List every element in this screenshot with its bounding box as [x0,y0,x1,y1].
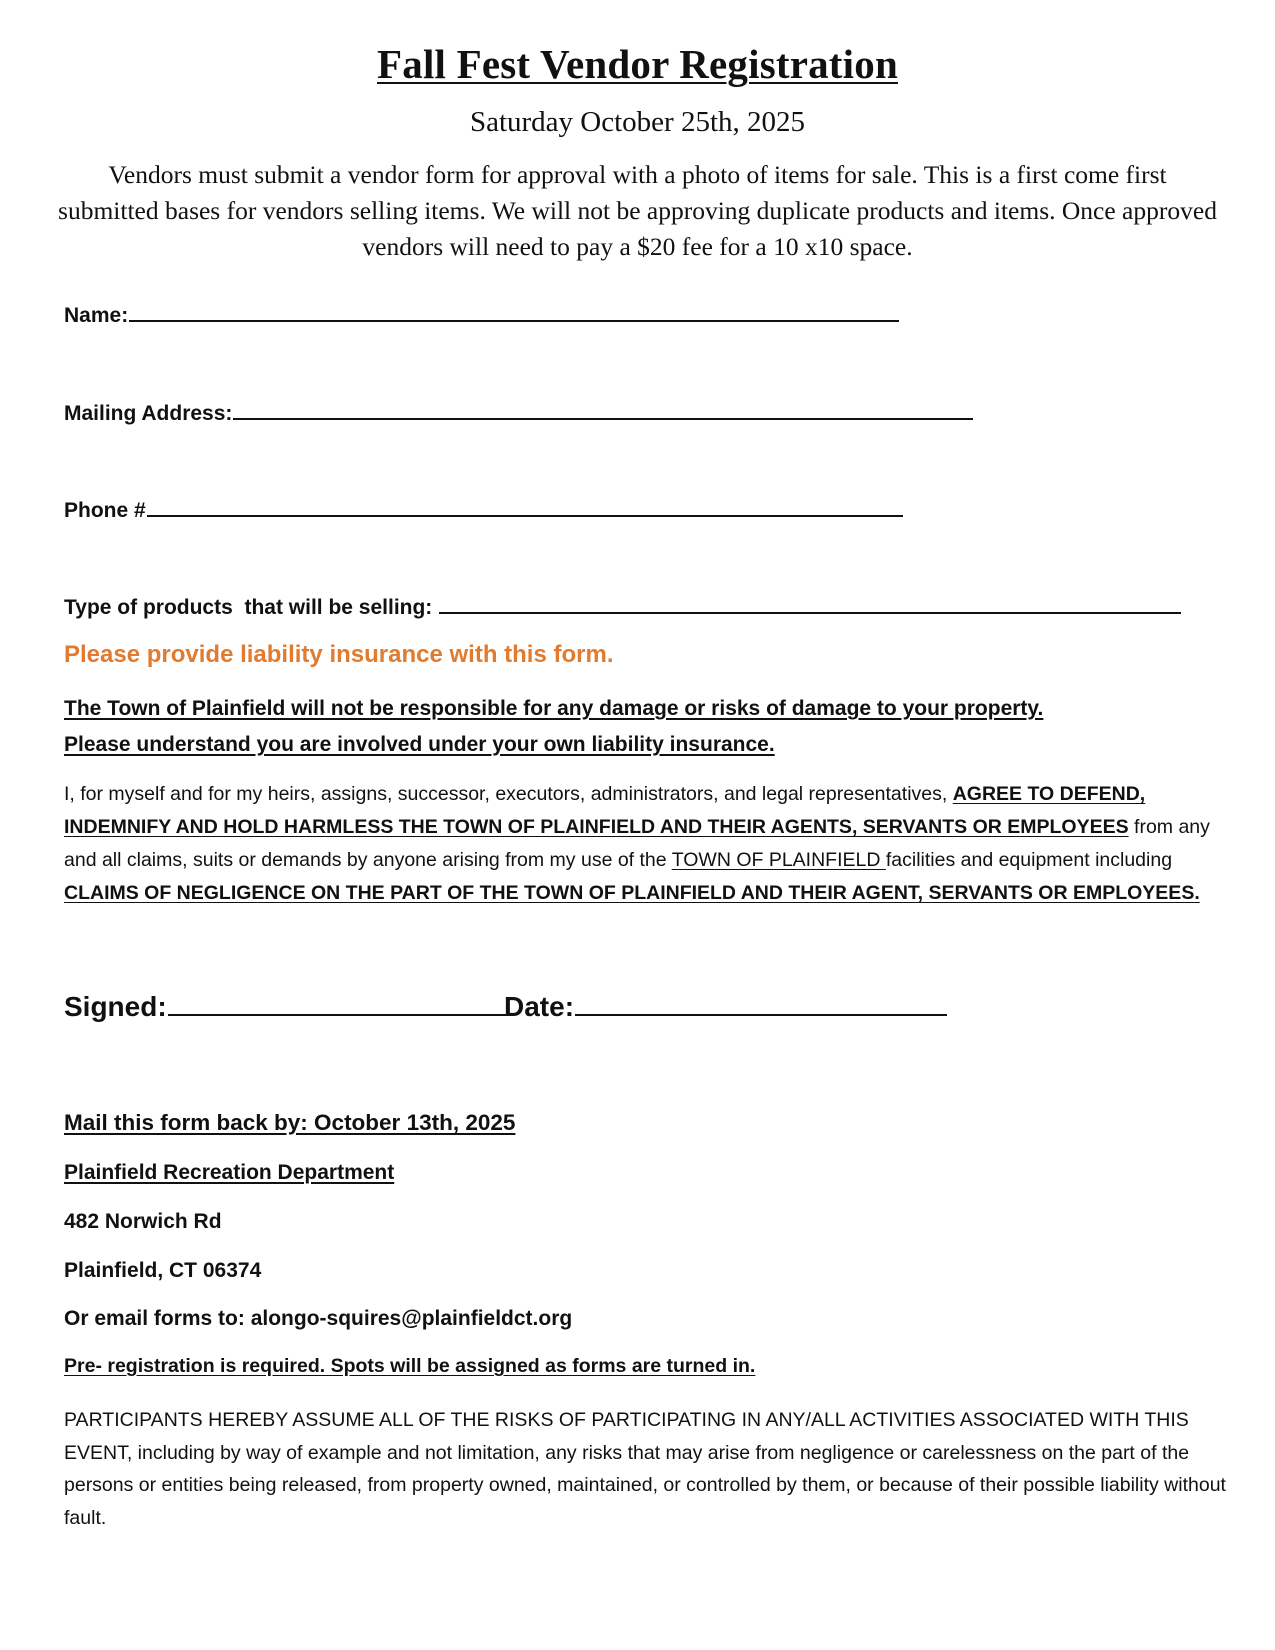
event-date: Saturday October 25th, 2025 [469,106,806,138]
date-field [504,990,947,1023]
insurance-note: Please provide liability insurance with this form. [64,641,614,668]
city-state-zip: Plainfield, CT 06374 [64,1259,262,1282]
form-title: Fall Fest Vendor Registration [377,41,898,87]
phone-input-line[interactable] [147,497,903,517]
waiver-text-3: facilities and equipment including [885,849,1173,871]
email-instructions: Or email forms to: alongo-squires@plainfieldct.org [64,1307,573,1330]
phone-field [64,497,903,523]
name-label: Name: [64,304,129,327]
liability-notice: Please understand you are involved under your own liability insurance. [64,733,775,756]
mailing-address-input-line[interactable] [233,400,973,420]
street-address: 482 Norwich Rd [64,1210,222,1233]
signed-label: Signed: [64,991,167,1022]
products-input-line[interactable] [439,594,1181,614]
signature-input-line[interactable] [168,990,508,1016]
waiver-claims-clause: CLAIMS OF NEGLIGENCE ON THE PART OF THE TOWN OF PLAINFIELD AND THEIR AGENT, SERVANTS OR EMPLOYEES. [64,882,1200,904]
mailing-address-label: Mailing Address: [64,402,233,425]
name-input-line[interactable] [129,302,899,322]
waiver-agree-clause: AGREE TO DEFEND, INDEMNIFY AND HOLD HARMLESS THE TOWN OF PLAINFIELD AND THEIR AGENTS, SERVANTS OR EMPLOYEES [64,783,1146,838]
waiver-paragraph [64,778,1244,910]
responsibility-notice: The Town of Plainfield will not be responsible for any damage or risks of damage to your property. [64,697,1044,720]
date-input-line[interactable] [575,990,947,1016]
products-field [64,594,1181,620]
department-name: Plainfield Recreation Department [64,1161,395,1184]
intro-paragraph: Vendors must submit a vendor form for approval with a photo of items for sale. This is a first come first submitted bases for vendors selling items. We will not be approving duplicate products and items. Once approved vendors will need to pay a $20 fee for a 10 x10 space. [58,160,1217,261]
waiver-text-2: from any and all claims, suits or demands by anyone arising from my use of the [64,816,1210,871]
phone-label: Phone # [64,499,146,522]
mailing-address-field [64,400,973,426]
signed-field [64,990,508,1023]
participants-disclaimer: PARTICIPANTS HEREBY ASSUME ALL OF THE RISKS OF PARTICIPATING IN ANY/ALL ACTIVITIES ASSOCIATED WITH THIS EVENT, including by way of example and not limitation, any risks that may arise from negligence or carelessness on the part of the persons or entities being released, from property owned, maintained, or controlled by them, or because of their possible liability without fault. [64,1409,1226,1529]
waiver-text-1: I, for myself and for my heirs, assigns, successor, executors, administrators, and legal representatives, [64,783,953,805]
pre-registration-notice: Pre- registration is required. Spots will be assigned as forms are turned in. [64,1355,756,1377]
mail-deadline: Mail this form back by: October 13th, 2025 [64,1110,516,1135]
date-label: Date: [504,991,575,1022]
waiver-town-name: TOWN OF PLAINFIELD [671,849,886,871]
products-label: Type of products that will be selling: [64,596,439,619]
name-field [64,302,899,328]
